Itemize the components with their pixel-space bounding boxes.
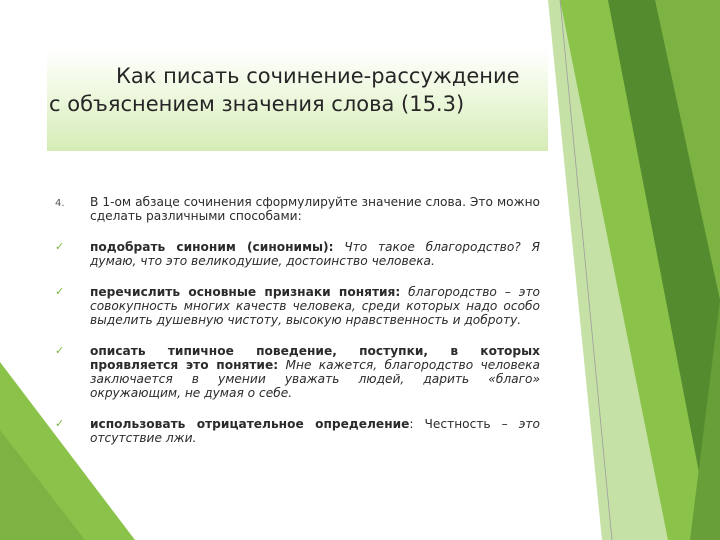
item-bold-text: описать типичное поведение, поступки, в которых проявляется это понятие: (90, 344, 540, 372)
slide-title (47, 62, 548, 118)
title-line-2: с объяснением значения слова (15.3) (49, 92, 465, 116)
checkmark-icon: ✓ (55, 285, 65, 298)
checkmark-icon: ✓ (55, 344, 65, 357)
checkmark-icon: ✓ (55, 417, 65, 430)
item-italic-text: Что такое благородство? Я думаю, что это великодушие, достоинство человека. (90, 240, 541, 268)
item-plain-text: : Честность – (409, 417, 508, 431)
checkmark-icon: ✓ (55, 240, 65, 253)
item-italic-text: Мне кажется, благородство человека заключается в умении уважать людей, дарить «благо» окружающим, не думая о себе. (90, 358, 540, 400)
item-bold-text: использовать отрицательное определение (90, 417, 410, 431)
list-number: 4. (55, 198, 65, 209)
list-item (55, 417, 540, 445)
item-italic-text: это отсутствие лжи. (90, 417, 540, 445)
list-item (55, 344, 540, 400)
list-item (55, 195, 540, 223)
list-item (55, 285, 540, 327)
item-bold-text: подобрать синоним (синонимы): (90, 240, 334, 254)
title-box (47, 48, 548, 151)
item-italic-text: благородство – это совокупность многих качеств человека, среди которых надо особо выделить душевную чистоту, высокую нравственность и доброту. (90, 285, 540, 327)
content-list (55, 195, 540, 462)
item-text: В 1-ом абзаце сочинения сформулируйте значение слова. Это можно сделать различными способами: (90, 195, 540, 223)
list-item (55, 240, 540, 268)
title-line-1: Как писать сочинение-рассуждение (116, 64, 520, 88)
item-bold-text: перечислить основные признаки понятия: (90, 285, 401, 299)
